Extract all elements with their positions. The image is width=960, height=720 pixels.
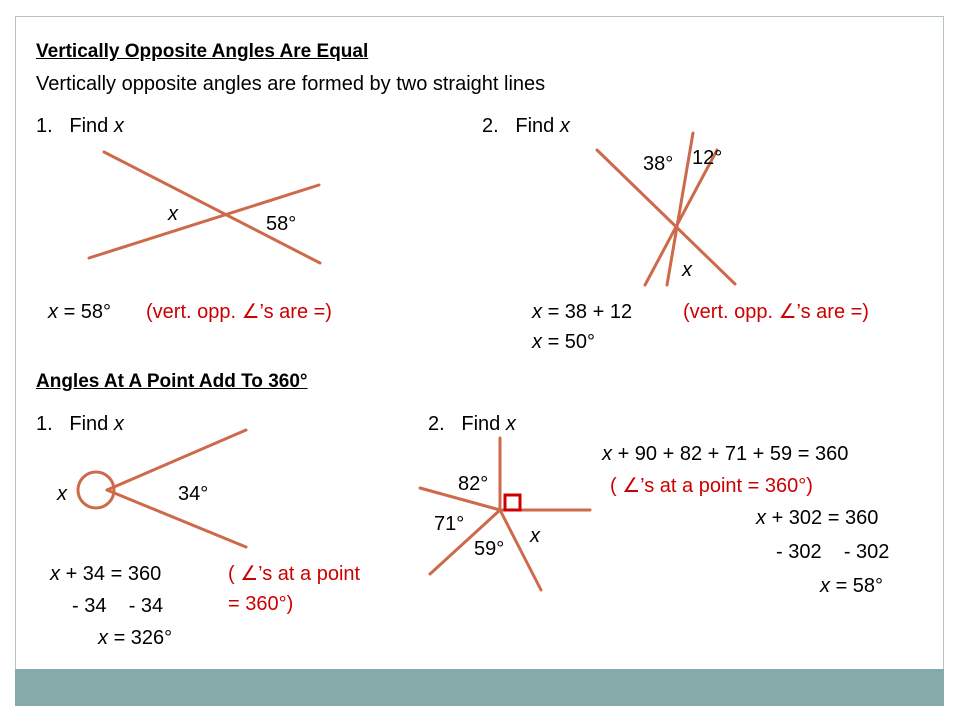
s2q2-prompt <box>428 412 516 436</box>
s2q1-num: 1. <box>36 413 53 435</box>
s1q2-num: 2. <box>482 115 499 137</box>
s2q2-eq2 <box>756 506 878 530</box>
s2q2-angle-82: 82° <box>458 473 489 495</box>
s2q1-text: Find <box>69 413 109 435</box>
s2q2-eq4 <box>820 574 883 598</box>
s1q2-angle-a: 38° <box>643 153 674 175</box>
s2q2-eq2-var: x <box>756 507 766 529</box>
s2q2-eq4-value: = 58° <box>835 575 884 597</box>
s1q2-answer1-var: x <box>532 301 542 323</box>
s2q1-reason-line1: ( ∠’s at a point <box>228 563 361 585</box>
s2q1-angle-label: 34° <box>178 483 209 505</box>
section2-title: Angles At A Point Add To 360° <box>36 371 308 392</box>
s2q1-eq1 <box>50 562 161 586</box>
s2q1-eq1-value: + 34 = 360 <box>65 563 162 585</box>
s2q2-eq3: - 302 - 302 <box>776 541 890 563</box>
s1q2-angle-b: 12° <box>692 147 723 169</box>
s1q1-angle-label: 58° <box>266 213 297 235</box>
s1q1-answer-value: = 58° <box>63 301 112 323</box>
s2q1-var: x <box>113 413 124 435</box>
s2q1-ray-a <box>107 430 246 490</box>
s1q2-answer2-var: x <box>532 331 542 353</box>
s2q2-eq4-var: x <box>820 575 830 597</box>
section1-subtitle: Vertically opposite angles are formed by two straight lines <box>36 73 546 95</box>
s1q2-text: Find <box>515 115 555 137</box>
s2q1-prompt <box>36 412 124 436</box>
s1q2-var: x <box>559 115 570 137</box>
s2q1-reason-line2: = 360°) <box>228 593 294 615</box>
s2q2-reason: ( ∠’s at a point = 360°) <box>610 475 813 497</box>
s2q2-eq2-value: + 302 = 360 <box>771 507 879 529</box>
s2q1-eq3 <box>98 626 172 650</box>
s1q2-answer2-value: = 50° <box>547 331 596 353</box>
s1q2-answer1-value: = 38 + 12 <box>547 301 633 323</box>
s2q1-eq2: - 34 - 34 <box>72 595 164 617</box>
s2q1-ray-b <box>107 490 246 547</box>
s2q1-eq3-var: x <box>98 627 108 649</box>
s1q2-x-label: x <box>682 259 692 281</box>
s2q2-eq1-value: + 90 + 82 + 71 + 59 = 360 <box>617 443 849 465</box>
s2q2-angle-71: 71° <box>434 513 465 535</box>
s1q1-line-a <box>104 152 320 263</box>
s1q1-num: 1. <box>36 115 53 137</box>
section1-title: Vertically Opposite Angles Are Equal <box>36 41 369 62</box>
s1q1-var: x <box>113 115 124 137</box>
s2q2-num: 2. <box>428 413 445 435</box>
s1q2-answer-line1 <box>532 300 632 324</box>
s1q1-reason: (vert. opp. ∠’s are =) <box>146 301 332 323</box>
s2q2-eq1-var: x <box>602 443 612 465</box>
s1q1-answer-var: x <box>48 301 58 323</box>
s2q2-ray-down <box>500 510 541 590</box>
s2q1-eq1-var: x <box>50 563 60 585</box>
s1q1-x-label: x <box>168 203 178 225</box>
s2q2-right-angle-marker <box>505 495 520 510</box>
s1q1-answer <box>48 300 111 324</box>
s2q2-var: x <box>505 413 516 435</box>
s2q2-text: Find <box>461 413 501 435</box>
s2q2-angle-59: 59° <box>474 538 505 560</box>
s1q1-text: Find <box>69 115 109 137</box>
s2q2-eq1 <box>602 442 848 466</box>
s2q2-x-label: x <box>530 525 540 547</box>
s1q2-answer-line2 <box>532 330 595 354</box>
s2q1-eq3-value: = 326° <box>113 627 173 649</box>
s2q1-x-label: x <box>57 483 67 505</box>
s1q2-reason: (vert. opp. ∠’s are =) <box>683 301 869 323</box>
